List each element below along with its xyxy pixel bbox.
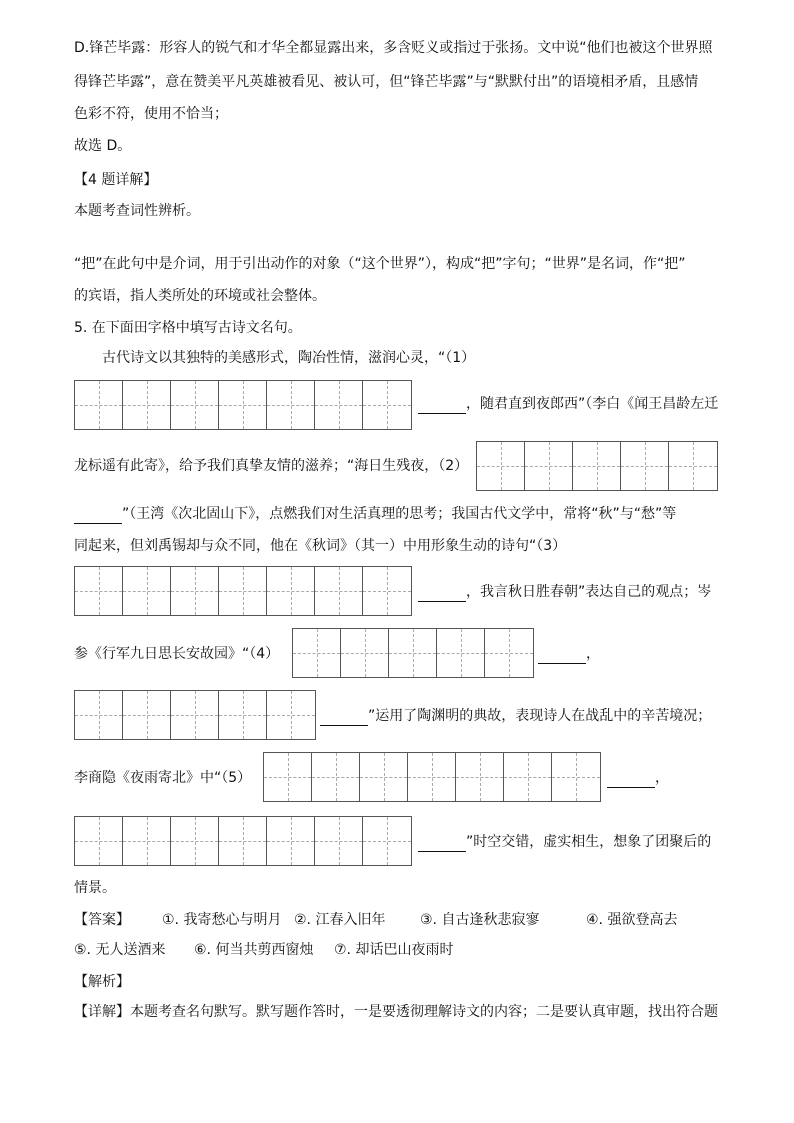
paragraph-line: 色彩不符，使用不恰当；: [74, 106, 228, 122]
paragraph-line: 故选 D。: [74, 138, 132, 154]
writing-grid-7[interactable]: [74, 816, 412, 866]
paragraph-line: D.锋芒毕露：形容人的锐气和才华全都显露出来，多含贬义或指过于张扬。文中说“他们也被这个世界照: [74, 40, 713, 56]
answer-blank: [418, 397, 466, 414]
paragraph-line: 本题考查词性辨析。: [74, 203, 200, 219]
answer-item: ③. 自古逢秋悲寂寥: [420, 912, 540, 928]
paragraph-line: 李商隐《夜雨寄北》中“（5）: [74, 770, 252, 786]
paragraph-line: 同起来，但刘禹锡却与众不同，他在《秋词》（其一）中用形象生动的诗句“（3）: [74, 538, 567, 554]
answer-blank: [418, 585, 466, 602]
analysis-label: 【解析】: [74, 974, 130, 990]
answer-item: ①. 我寄愁心与明月: [162, 912, 282, 928]
paragraph-line: 古代诗文以其独特的美感形式，陶冶性情，滋润心灵，“（1）: [102, 350, 476, 366]
paragraph-line: 情景。: [74, 880, 116, 896]
writing-grid-6[interactable]: [263, 752, 601, 802]
question-title: 5. 在下面田字格中填写古诗文名句。: [74, 320, 302, 336]
answers-line-2: [74, 940, 453, 960]
paragraph-line: 的宾语，指人类所处的环境或社会整体。: [74, 288, 326, 304]
grid-4-suffix: ，: [538, 644, 600, 664]
writing-grid-4[interactable]: [292, 628, 534, 678]
grid-1-suffix: ，随君直到夜郎西”（李白《闻王昌龄左迁: [418, 394, 718, 414]
paragraph-line: 得锋芒毕露”，意在赞美平凡英雄被看见、被认可，但“锋芒毕露”与“默默付出”的语境相矛盾，且感情: [74, 74, 699, 90]
writing-grid-3[interactable]: [74, 566, 412, 616]
paragraph-line: 参《行军九日思长安故园》“（4）: [74, 646, 280, 662]
answers-line-1: [74, 910, 677, 930]
answers-label: 【答案】: [74, 912, 130, 928]
paragraph-line: 【详解】本题考查名句默写。默写题作答时，一是要透彻理解诗文的内容；二是要认真审题，找出符合题: [74, 1004, 718, 1020]
grid-7-suffix: ”时空交错，虚实相生，想象了团聚后的: [418, 832, 711, 852]
answer-blank: [418, 835, 466, 852]
answer-blank: [538, 647, 586, 664]
answer-blank: [320, 709, 368, 726]
answer-item: ⑥. 何当共剪西窗烛: [194, 942, 314, 958]
answer-item: ⑤. 无人送酒来: [74, 942, 166, 958]
grid-3-suffix: ，我言秋日胜春朝”表达自己的观点；岑: [418, 582, 711, 602]
answer-item: ⑦. 却话巴山夜雨时: [334, 942, 454, 958]
writing-grid-2[interactable]: [476, 441, 718, 491]
paragraph-line: 龙标遥有此寄》，给予我们真挚友情的滋养；“海日生残夜，（2）: [74, 458, 469, 474]
answer-blank: [74, 507, 122, 524]
answer-item: ④. 强欲登高去: [586, 912, 678, 928]
writing-grid-5[interactable]: [74, 690, 316, 740]
section-heading: 【4 题详解】: [74, 172, 158, 188]
grid-6-suffix: ，: [607, 768, 669, 788]
writing-grid-1[interactable]: [74, 380, 412, 430]
paragraph-line: “把”在此句中是介词，用于引出动作的对象（“这个世界”），构成“把”字句；“世界”是名词，作“把”: [74, 256, 686, 272]
answer-item: ②. 江春入旧年: [294, 912, 386, 928]
grid-5-suffix: ”运用了陶渊明的典故，表现诗人在战乱中的辛苦境况；: [320, 706, 711, 726]
paragraph-line: ”（王湾《次北固山下》，点燃我们对生活真理的思考；我国古代文学中，常将“秋”与“愁”等: [74, 504, 676, 524]
answer-blank: [607, 771, 655, 788]
